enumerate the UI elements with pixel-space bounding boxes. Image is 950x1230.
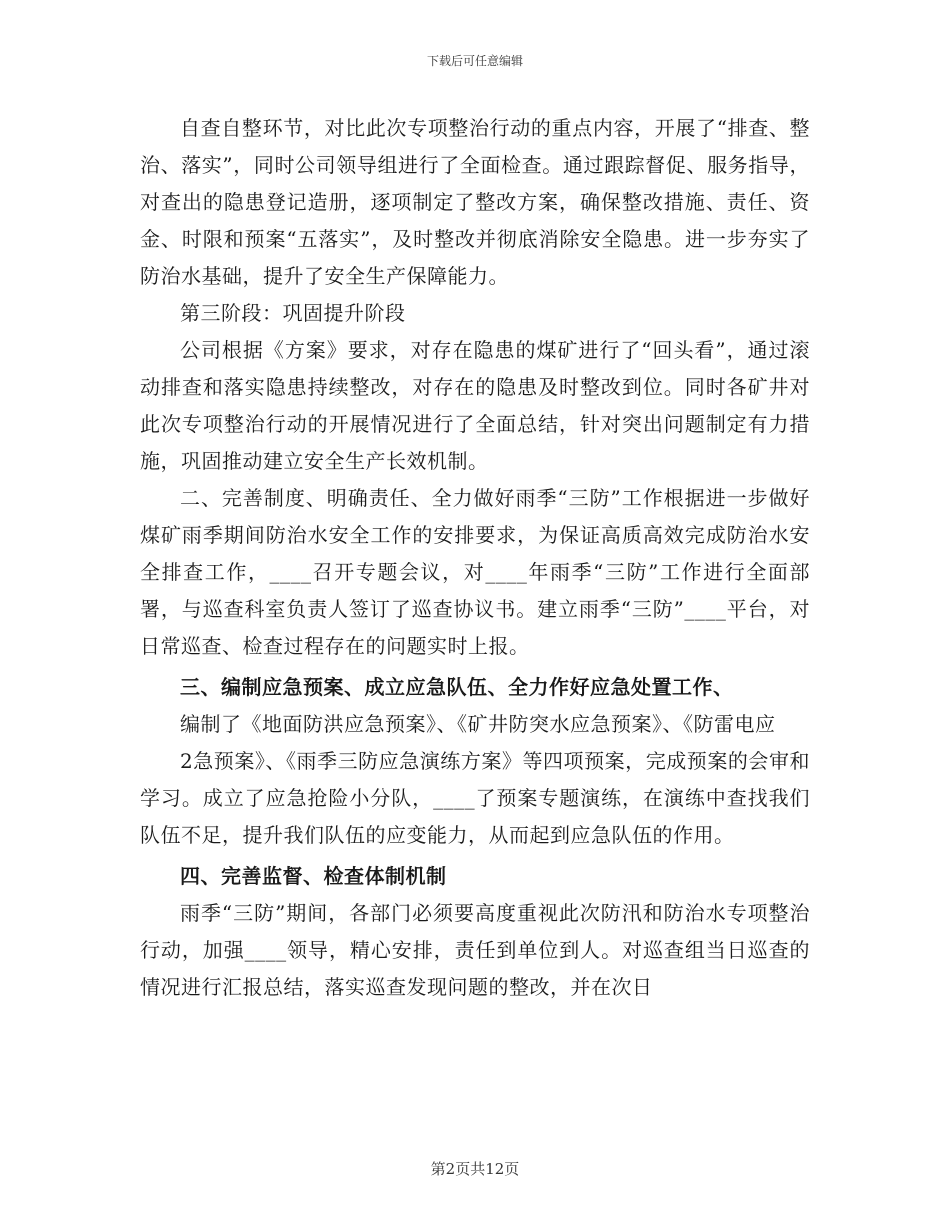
page-footer: 第2页共12页 [430,1160,520,1178]
heading-section-four: 四、完善监督、检查体制机制 [180,864,447,888]
paragraph-stage-three-title: 第三阶段：巩固提升阶段 [180,301,406,325]
paragraph-section-four: 雨季“三防”期间，各部门必须要高度重视此次防汛和防治水专项整治行动，加强____领导，精心安排，责任到单位到人。对巡查组当日巡查的情况进行汇报总结，落实巡查发现问题的整改，并在次日 [140,901,810,999]
paragraph-section-two: 二、完善制度、明确责任、全力做好雨季“三防”工作根据进一步做好煤矿雨季期间防治水安全工作的安排要求，为保证高质高效完成防治水安全排查工作，____召开专题会议，对____年雨季“三防”工作进行全面部署，与巡查科室负责人签订了巡查协议书。建立雨季“三防”____平台，对日常巡查、检查过程存在的问题实时上报。 [140,486,810,658]
document-body [140,110,810,1006]
paragraph-stage-three: 公司根据《方案》要求，对存在隐患的煤矿进行了“回头看”，通过滚动排查和落实隐患持续整改，对存在的隐患及时整改到位。同时各矿井对此次专项整治行动的开展情况进行了全面总结，针对突出问题制定有力措施，巩固推动建立安全生产长效机制。 [140,338,810,473]
paragraph-plans-line: 编制了《地面防洪应急预案》、《矿井防突水应急预案》、《防雷电应 [180,712,776,736]
page-header: 下载后可任意编辑 [426,54,523,68]
heading-section-three: 三、编制应急预案、成立应急队伍、全力作好应急处置工作、 [180,675,734,699]
paragraph-plans-continued: 2急预案》、《雨季三防应急演练方案》等四项预案，完成预案的会审和学习。成立了应急抢险小分队，____了预案专题演练，在演练中查找我们队伍不足，提升我们队伍的应变能力，从而起到应急队伍的作用。 [140,749,810,847]
paragraph-self-inspection: 自查自整环节，对比此次专项整治行动的重点内容，开展了“排查、整治、落实”，同时公司领导组进行了全面检查。通过跟踪督促、服务指导，对查出的隐患登记造册，逐项制定了整改方案，确保整改措施、责任、资金、时限和预案“五落实”，及时整改并彻底消除安全隐患。进一步夯实了防治水基础，提升了安全生产保障能力。 [140,116,810,288]
